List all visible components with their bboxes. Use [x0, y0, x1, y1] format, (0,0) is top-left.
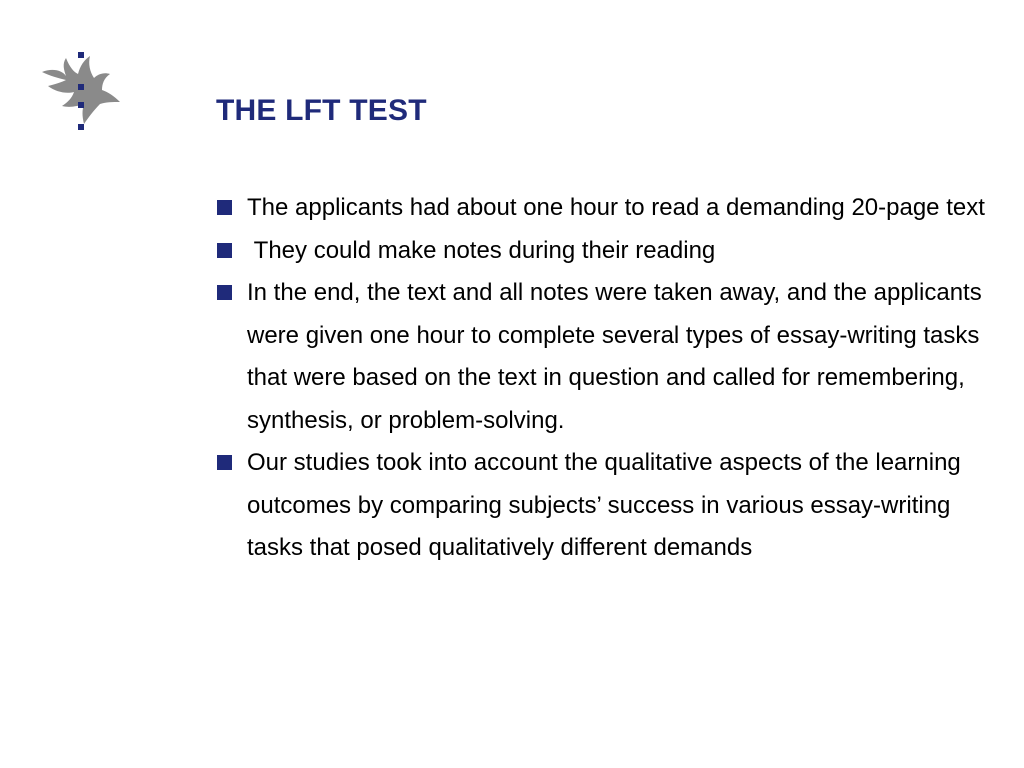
- bullet-text: They could make notes during their reading: [247, 236, 716, 264]
- bullet-item: [216, 442, 996, 570]
- slide-title: THE LFT TEST: [216, 94, 427, 127]
- flame-logo-icon: [36, 48, 126, 138]
- bullet-text: The applicants had about one hour to read a demanding 20-page text: [247, 194, 985, 221]
- bullet-text: In the end, the text and all notes were taken away, and the applicants were given one hour to complete several types of essay-writing tasks that were based on the text in question and called for remembering, synthesis, or problem-solving.: [247, 279, 982, 434]
- square-bullet-icon: [217, 285, 232, 300]
- bullet-item: [216, 187, 996, 230]
- bullet-text: Our studies took into account the qualitative aspects of the learning outcomes by comparing subjects’ success in various essay-writing tasks that posed qualitatively different demands: [247, 449, 961, 561]
- square-bullet-icon: [217, 243, 232, 258]
- bullet-item: [216, 230, 996, 273]
- bullet-item: [216, 272, 996, 442]
- square-bullet-icon: [217, 200, 232, 215]
- bullet-list: [216, 187, 996, 570]
- square-bullet-icon: [217, 455, 232, 470]
